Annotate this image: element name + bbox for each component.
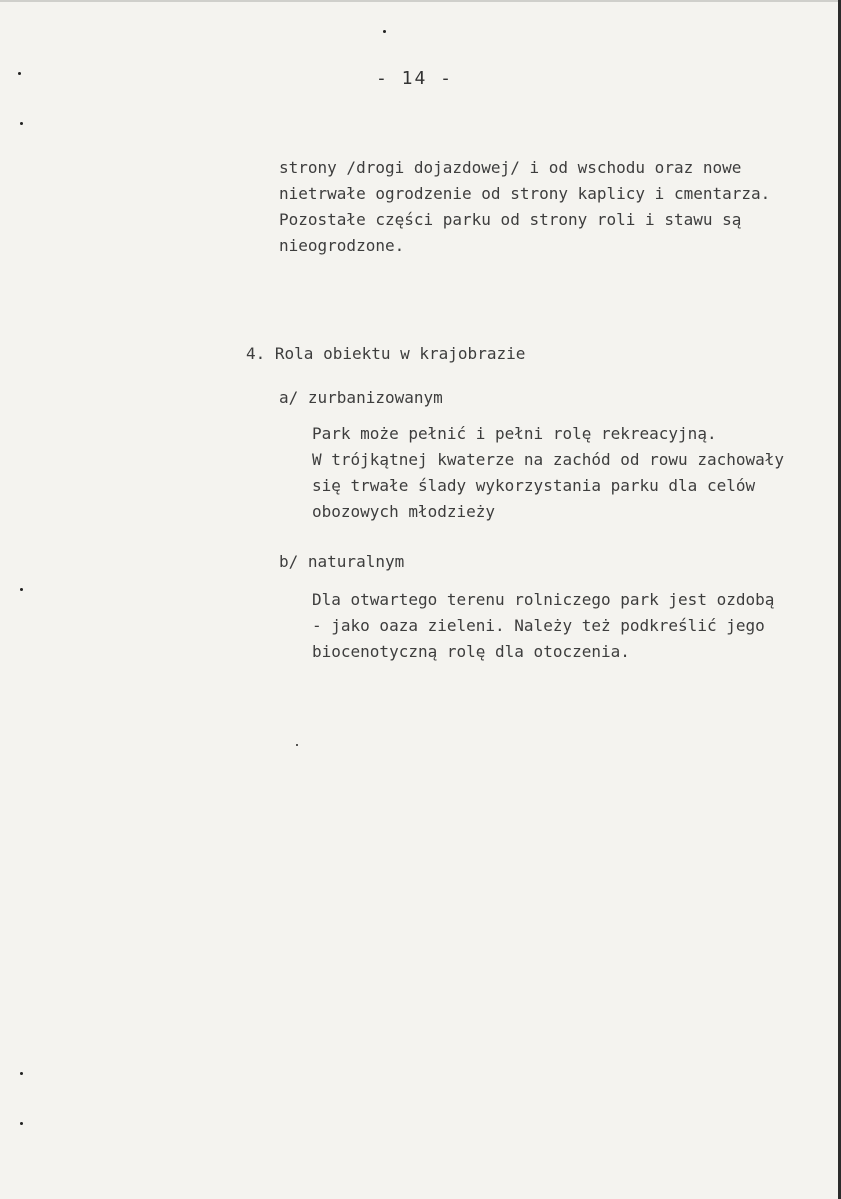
subsection-b-line: Dla otwartego terenu rolniczego park jest ozdobą	[312, 590, 775, 609]
margin-mark	[20, 122, 23, 125]
margin-mark	[20, 1122, 23, 1125]
subsection-a-line: się trwałe ślady wykorzystania parku dla celów	[312, 476, 756, 495]
margin-mark	[20, 588, 23, 591]
scan-top-edge	[0, 0, 841, 2]
section-heading: 4. Rola obiektu w krajobrazie	[246, 344, 526, 363]
page-number: - 14 -	[376, 68, 454, 89]
subsection-label-a: a/ zurbanizowanym	[279, 388, 443, 407]
subsection-label-b: b/ naturalnym	[279, 552, 405, 571]
subsection-b-line: biocenotyczną rolę dla otoczenia.	[312, 642, 630, 661]
margin-mark	[18, 72, 21, 75]
continuation-line: Pozostałe części parku od strony roli i stawu są	[279, 210, 742, 229]
subsection-b-line: - jako oaza zieleni. Należy też podkreślić jego	[312, 616, 765, 635]
margin-mark	[20, 1072, 23, 1075]
punch-mark	[383, 30, 386, 33]
continuation-line: nietrwałe ogrodzenie od strony kaplicy i cmentarza.	[279, 184, 771, 203]
subsection-a-line: Park może pełnić i pełni rolę rekreacyjną.	[312, 424, 717, 443]
speck-mark	[296, 744, 298, 746]
subsection-a-line: obozowych młodzieży	[312, 502, 496, 521]
subsection-a-line: W trójkątnej kwaterze na zachód od rowu zachowały	[312, 450, 785, 469]
continuation-line: nieogrodzone.	[279, 236, 405, 255]
continuation-line: strony /drogi dojazdowej/ i od wschodu oraz nowe	[279, 158, 742, 177]
